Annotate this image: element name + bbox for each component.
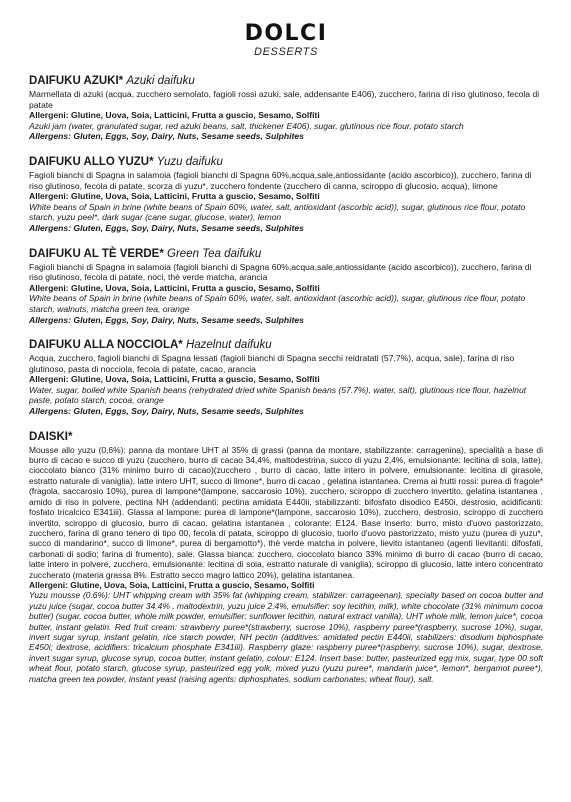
item-description-english: Yuzu mousse (0.6%): UHT whipping cream with 35% fat (whipping cream, stabilizer: carrageenan), specialty based on cocoa butter and yuzu juice (sugar, cocoa butter 34.4% , maltodextrin, yuzu juice 2.4%, emulsifier: soy lecithin, milk), white chocolate (31% minimum cocoa butter) (sugar, cocoa butter, whole milk powder, emulsifier: sunflower lecithin, natural extract vanilla), UHT whole milk, lemon juice*, cocoa butter, instant gelatin. Red fruit cream: strawberry puree*(strawberry, sucrose 10%), raspberry puree*(raspberry, sucrose 10%), sugar, invert sugar syrup, instant gelatin, rice starch powder, NH pectin (additives: amidated pectin E440ii, stabilizers: disodium biphosphate E450i; dextrose, acidifiers: tricalcium phosphate E341iii). Raspberry glaze: raspberry puree*(raspberry, sucrose 10%), sugar, dextrose, invert sugar syrup, glucose syrup, cocoa butter, instant gelatin, colour: E124. Insert base: butter, pasteurized egg mix, sugar, type 00 soft wheat flour, potato starch, glucose syrup, pasteurized egg yolk, mixed yuzu (yuzu puree*, mandarin juice*, lemon*, bergamot puree*), matcha green tea powder, instant yeast (raising agents: diphosphates, sodium carbonates; wheat flour), salt. [29, 590, 543, 684]
item-name-english: Azuki daifuku [126, 75, 195, 87]
item-heading [29, 431, 543, 444]
item-allergens-italian: Allergeni: Glutine, Uova, Soia, Latticini, Frutta a guscio, Sesamo, Solfiti [29, 282, 320, 293]
menu-item-daifuku-azuki [29, 75, 543, 142]
item-allergens-english: Allergens: Gluten, Eggs, Soy, Dairy, Nuts, Sesame seeds, Sulphites [29, 222, 304, 233]
item-description-italian: Fagioli bianchi di Spagna in salamoia (fagioli bianchi di Spagna 60%,acqua,sale,antiossidante (acido ascorbico)), zucchero, farina di riso glutinoso, fecola di patate, scorza di yuzu*, zucchero fondente (zucchero di canna, sciroppo di glucosio, acqua), limone [29, 169, 532, 191]
page-title: DOLCI [244, 21, 328, 46]
item-description-italian: Acqua, zucchero, fagioli bianchi di Spagna lessati (fagioli bianchi di Spagna secchi reidratati (57,7%), acqua, sale), farina di riso glutinoso, pasta di nocciola, fecola di patate, cacao, arancia [29, 353, 515, 374]
menu-header [29, 0, 543, 59]
item-name: DAIFUKU ALLA NOCCIOLA* [29, 339, 183, 352]
item-name: DAIFUKU AL TÈ VERDE* [29, 247, 164, 260]
item-allergens-english: Allergens: Gluten, Eggs, Soy, Dairy, Nuts, Sesame seeds, Sulphites [29, 314, 304, 325]
item-allergens-english: Allergens: Gluten, Eggs, Soy, Dairy, Nuts, Sesame seeds, Sulphites [29, 131, 304, 142]
menu-item-daiski [29, 431, 543, 684]
item-allergens-italian: Allergeni: Glutine, Uova, Soia, Latticini, Frutta a guscio, Sesamo, Solfiti [29, 110, 320, 121]
item-name-english: Hazelnut daifuku [185, 339, 272, 352]
item-heading [29, 339, 543, 352]
item-name-english: Green Tea daifuku [167, 247, 262, 260]
item-name: DAIFUKU AZUKI* [29, 75, 124, 87]
item-description-english: Azuki jam (water, granulated sugar, red azuki beans, salt, thickener E406), sugar, glutinous rice flour, potato starch [29, 120, 464, 131]
menu-page [29, 0, 543, 684]
item-description-italian: Marmellata di azuki (acqua, zucchero semolato, fagioli rossi azuki, sale, addensante E406), zucchero, farina di riso glutinoso, fecola di patate [29, 89, 540, 110]
menu-item-daifuku-yuzu [29, 156, 543, 234]
item-name: DAISKI* [29, 430, 73, 443]
item-allergens-italian: Allergeni: Glutine, Uova, Soia, Latticini, Frutta a guscio, Sesamo, Solfiti [29, 374, 320, 385]
item-description-english: White beans of Spain in brine (white beans of Spain 60%, water, salt, antioxidant (ascorbic acid)), sugar, glutinous rice flour, potato starch, yuzu peel*, dark sugar (cane sugar, glucose, water), lemon [29, 201, 526, 223]
item-heading [29, 156, 543, 169]
item-allergens-italian: Allergeni: Glutine, Uova, Soia, Latticini, Frutta a guscio, Sesamo, Solfiti [29, 191, 320, 202]
item-description-italian: Fagioli bianchi di Spagna in salamoia (fagioli bianchi di Spagna 60%,acqua,sale,antiossidante (acido ascorbico)), zucchero, farina di riso glutinoso, fecola di patate, noci, thè verde matcha, arancia [29, 261, 532, 283]
item-allergens-italian: Allergeni: Glutine, Uova, Soia, Latticini, Frutta a guscio, Sesamo, Solfiti [29, 579, 315, 590]
item-heading [29, 248, 543, 261]
item-allergens-english: Allergens: Gluten, Eggs, Soy, Dairy, Nuts, Sesame seeds, Sulphites [29, 406, 304, 417]
item-description-italian: Mousse allo yuzu (0,6%): panna da montare UHT al 35% di grassi (panna da montare, stabilizzante: carragenina), specialità a base di burro di cacao e succo di yuzu (zucchero, burro di cacao 34,4%, maltodestrina, succo di yuzu 2,4%, emulsionante: lecitina di soia, latte), cioccolato bianco (31% minimo burro di cacao)(zucchero , burro di cacao, latte intero in polvere, emulsionante: lecitina di girasole, estratto naturale di vaniglia), latte intero UHT, succo di limone*, burro di cacao , gelatina istantanea. Crema ai frutti rossi: purea di fragole*(fragola, saccarosio 10%), purea di lampone*(lampone, saccarosio 10%), zucchero, sciroppo di zucchero invertito, gelatina istantanea , amido di riso in polvere, pectina NH (addendanti: pectina amidata E440ii, stabilizzanti: bifosfato disodico E450i, destrosio, acidificanti: fosfato tricalcico E341iii). Glassa al lampone: purea di lampone*(lampone, saccarosio 10%), zucchero, destrosio, sciroppo di zucchero invertito, sciroppo di glucosio, burro di cacao, gelatina istantanea , colorante: E124. Base inserto: burro, misto d'uovo pastorizzato, zucchero, farina di grano tenero di tipo 00, fecola di patata, sciroppo di glucosio, tuorlo d'uovo pastorizzato, misto yuzu (purea di yuzu*, succo di mandarino*, succo di limone*, purea di bergamotto*), thè verde matcha in polvere, lievito istantaneo (agenti lievitanti: difosfati, carbonati di sodio; farina di frumento), sale. Glassa bianca: zucchero, cioccolato bianco 33% minimo di burro di cacao (burro di cacao, latte intero in polvere, zucchero, emulsionante: lecitina di soia, estratto naturale di vaniglia), sciroppo di glucosio, latte intero concentrato zuccherato (materia grassa 8%. Estratto secco magro lattico 20%), gelatina istantanea. [29, 444, 543, 580]
item-description-english: White beans of Spain in brine (white beans of Spain 60%, water, salt, antioxidant (ascorbic acid)), sugar, glutinous rice flour, potato starch, walnuts, matcha green tea, orange [29, 293, 526, 314]
item-name-english: Yuzu daifuku [156, 155, 223, 168]
menu-item-daifuku-green-tea [29, 248, 543, 326]
page-subtitle: DESSERTS [254, 46, 318, 58]
item-description-english: Water, sugar, boiled white Spanish beans (rehydrated dried white Spanish beans (57.7%), water, salt), glutinous rice flour, hazelnut paste, potato starch, cocoa, orange [29, 384, 527, 406]
item-name: DAIFUKU ALLO YUZU* [29, 155, 154, 168]
menu-item-daifuku-hazelnut [29, 339, 543, 417]
item-heading [29, 75, 543, 88]
